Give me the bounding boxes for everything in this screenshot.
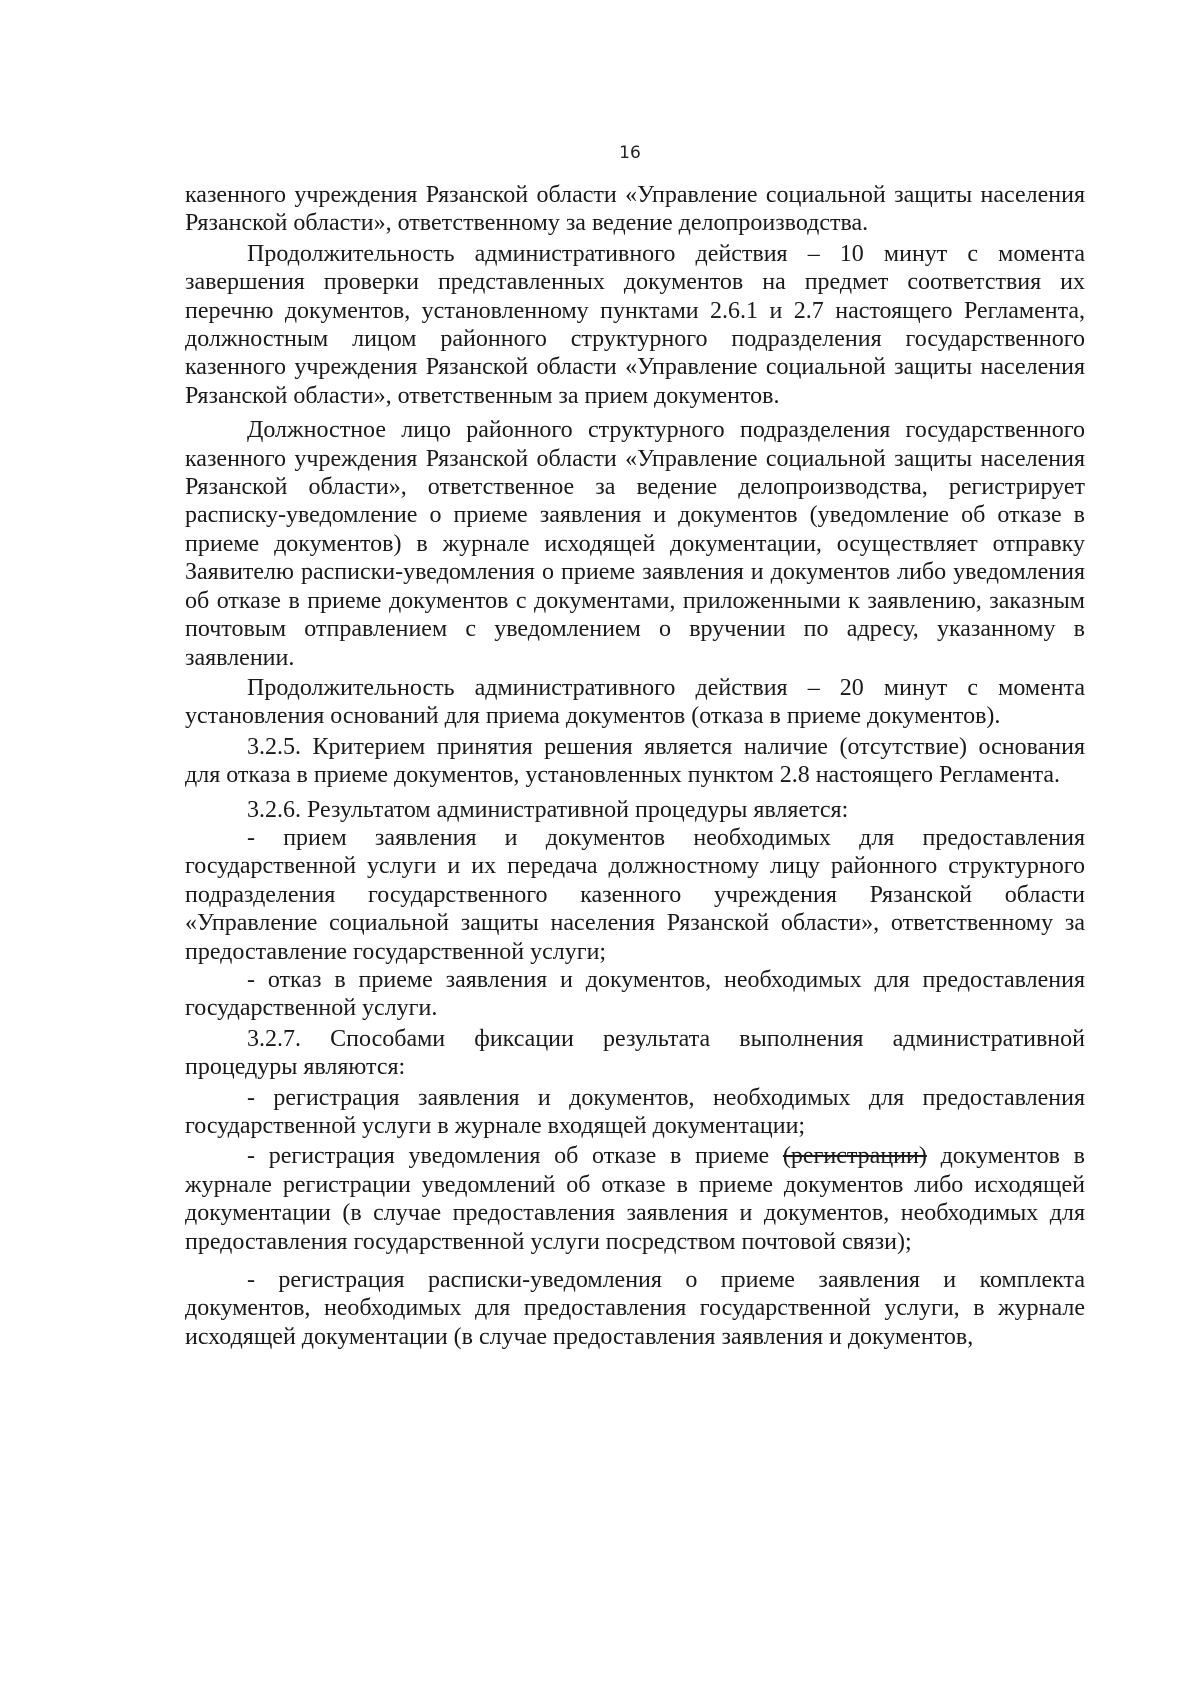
list-item-incoming-registration: - регистрация заявления и документов, необходимых для предоставления государственной услуги в журнале входящей документации; [185,1084,1085,1139]
para-11-before: - регистрация уведомления об отказе в приеме [247,1143,783,1170]
list-item-refusal: - отказ в приеме заявления и документов, необходимых для предоставления государственной услуги. [185,966,1085,1022]
paragraph-duration-10: Продолжительность административного действия – 10 минут с момента завершения проверки представленных документов на предмет соответствия их перечню документов, установленному пунктами 2.6.1 и 2.7 настоящего Регламента, должностным лицом районного структурного подразделения государственного казенного учреждения Рязанской области «Управление социальной защиты населения Рязанской области», ответственным за прием документов. [185,240,1085,409]
para-11-after: документов в журнале регистрации уведомлений об отказе в приеме документов либо исходящей документации (в случае предоставления заявления и документов, необходимых для предоставления государственной услуги посредством почтовой связи); [185,1143,1086,1255]
paragraph-official-registers: Должностное лицо районного структурного подразделения государственного казенного учреждения Рязанской области «Управление социальной защиты населения Рязанской области», ответственное за ведение делопроизводства, регистрирует расписку-уведомление о приеме заявления и документов (уведомление об отказе в приеме документов) в журнале исходящей документации, осуществляет отправку Заявителю расписки-уведомления о приеме заявления и документов либо уведомления об отказе в приеме документов с документами, приложенными к заявлению, заказным почтовым отправлением с уведомлением о вручении по адресу, указанному в заявлении. [185,417,1085,671]
document-body [185,181,1085,1351]
list-item-acceptance: - прием заявления и документов необходимых для предоставления государственной услуги и их передача должностному лицу районного структурного подразделения государственного казенного учреждения Рязанской области «Управление социальной защиты населения Рязанской области», ответственному за предоставление государственной услуги; [185,824,1085,965]
page-number: 16 [619,143,641,163]
struck-text: (регистрации) [782,1143,927,1170]
list-item-refusal-registration [185,1142,1085,1256]
list-item-receipt-registration: - регистрация расписки-уведомления о приеме заявления и комплекта документов, необходимых для предоставления государственной услуги, в журнале исходящей документации (в случае предоставления заявления и документов, [185,1267,1085,1350]
paragraph-duration-20: Продолжительность административного действия – 20 минут с момента установления оснований для приема документов (отказа в приеме документов). [185,674,1085,730]
paragraph-continuation: казенного учреждения Рязанской области «Управление социальной защиты населения Рязанской области», ответственному за ведение делопроизводства. [185,182,1085,237]
paragraph-3-2-7: 3.2.7. Способами фиксации результата выполнения административной процедуры являются: [185,1025,1085,1081]
paragraph-3-2-5: 3.2.5. Критерием принятия решения является наличие (отсутствие) основания для отказа в приеме документов, установленных пунктом 2.8 настоящего Регламента. [185,733,1085,789]
paragraph-3-2-6: 3.2.6. Результатом административной процедуры является: [247,796,849,823]
